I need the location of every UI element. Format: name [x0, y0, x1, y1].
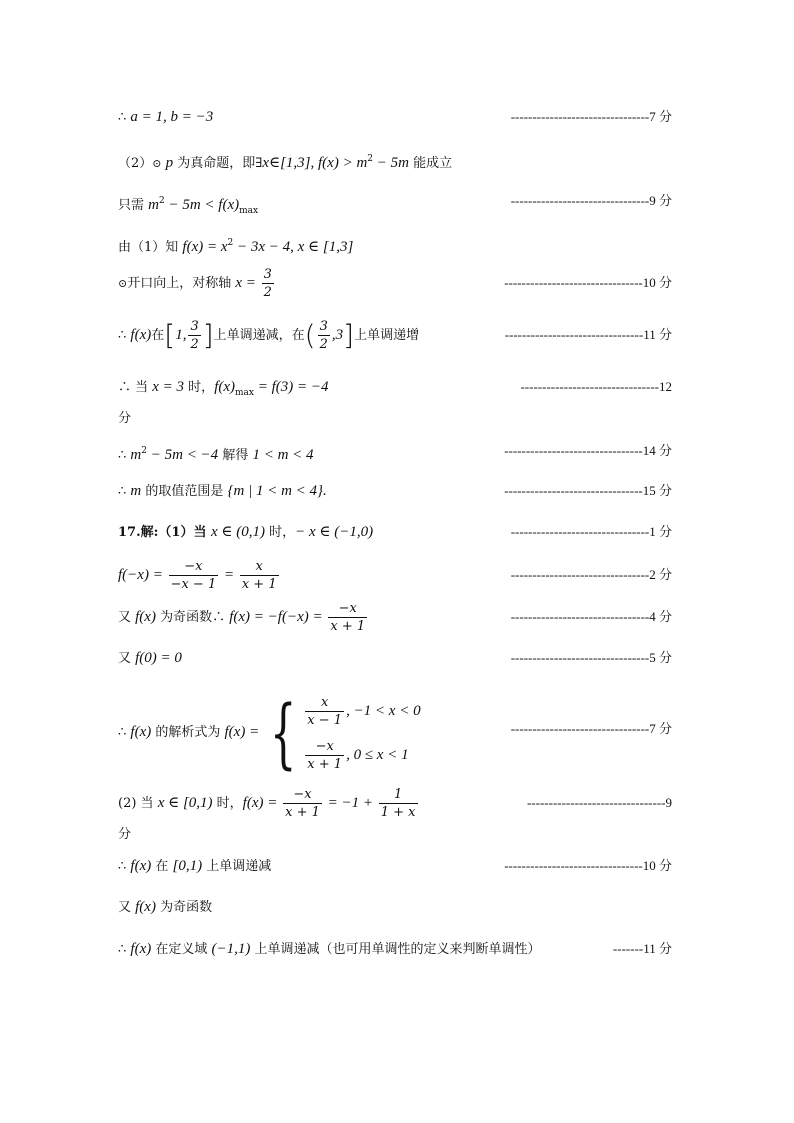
score-9b-unit: 分 — [118, 827, 132, 842]
line-from-part1: 由（1）知 $f(x) = x^2 - 3x - 4$, x ∈ [1,3] — [118, 238, 354, 255]
score-11: --------------------------------11 分 — [504, 327, 672, 342]
line-conclusion: ∴ f(x) 在定义域 (−1,1) 上单调递减（也可用单调性的定义来判断单调性） — [118, 941, 541, 957]
score-15: --------------------------------15 分 — [504, 483, 672, 498]
line-part2-statement: （2）⊙ p 为真命题，即∃x∈[1,3], $f(x) > m^2 - 5m$ 能成立 — [118, 154, 453, 171]
score-1: --------------------------------1 分 — [510, 524, 672, 539]
score-2: --------------------------------2 分 — [510, 567, 672, 582]
line-decreasing-01: ∴ f(x) 在 [0,1) 上单调递减 — [118, 858, 272, 874]
because-symbol: ⊙ — [152, 157, 162, 170]
because-symbol: ⊙ — [118, 277, 128, 290]
line-odd-again: 又 f(x) 为奇函数 — [118, 899, 213, 915]
score-5: --------------------------------5 分 — [510, 650, 672, 665]
score-4: --------------------------------4 分 — [510, 609, 672, 624]
line-monotonic-intervals: ∴ f(x)在[1, $\frac{3}{2}$ ]上单调递减，在( $\frac{3}{2}$ ,3]上单调递增 — [118, 318, 420, 352]
score-10b: --------------------------------10 分 — [504, 858, 672, 873]
line-axis-symmetry: ⊙开口向上，对称轴 x = $\frac{3}{2}$ — [118, 267, 272, 300]
score-12: --------------------------------12 — [520, 379, 672, 394]
score-7: --------------------------------7 分 — [510, 109, 672, 124]
line-range-of-m: ∴ m 的取值范围是 {m | 1 < m < 4}. — [118, 483, 327, 499]
line-q17-start: 17.解:（1）当 x ∈ (0,1) 时，− x ∈ (−1,0) — [118, 524, 374, 540]
line-ab-values: ∴ a = 1, b = −3 — [118, 109, 214, 125]
score-9b: --------------------------------9 — [526, 795, 672, 810]
line-part2-expression: (2) 当 x ∈ [0,1) 时，f(x) = $\frac{-x}{x + 1}$ = −1 + $\frac{1}{1 + x}$ — [118, 787, 416, 820]
score-10: --------------------------------10 分 — [504, 275, 672, 290]
line-odd-function: 又 f(x) 为奇函数∴ f(x) = −f(−x) = $\frac{-x}{x + 1}$ — [118, 601, 366, 634]
line-solve-inequality: ∴ $m^2 - 5m < -4$ 解得 1 < m < 4 — [118, 446, 314, 463]
line-f-zero: 又 f(0) = 0 — [118, 650, 182, 666]
score-12-unit: 分 — [118, 411, 132, 426]
line-max-value: ∴ 当 x = 3 时，$f(x)_{max} = f(3) = -4$ — [118, 379, 329, 398]
score-14: --------------------------------14 分 — [504, 443, 672, 458]
line-piecewise-definition: ∴ f(x) 的解析式为 f(x) = { $\frac{x}{x - 1}$ , −1 < x < 0 $\frac{-x}{x + 1}$ , 0 ≤ x < 1 — [118, 687, 421, 777]
piecewise-cases: $\frac{x}{x - 1}$ , −1 < x < 0 $\frac{-x}{x + 1}$ , 0 ≤ x < 1 — [307, 694, 421, 772]
line-need-condition: 只需 $m^2 - 5m < f(x)_{max}$ — [118, 196, 259, 216]
score-7b: --------------------------------7 分 — [510, 721, 672, 736]
score-9: --------------------------------9 分 — [510, 193, 672, 208]
line-f-negative-x: f(−x) = $\frac{-x}{-x - 1}$ = $\frac{x}{x + 1}$ — [118, 559, 277, 592]
score-11b: -------11 分 — [612, 941, 672, 956]
